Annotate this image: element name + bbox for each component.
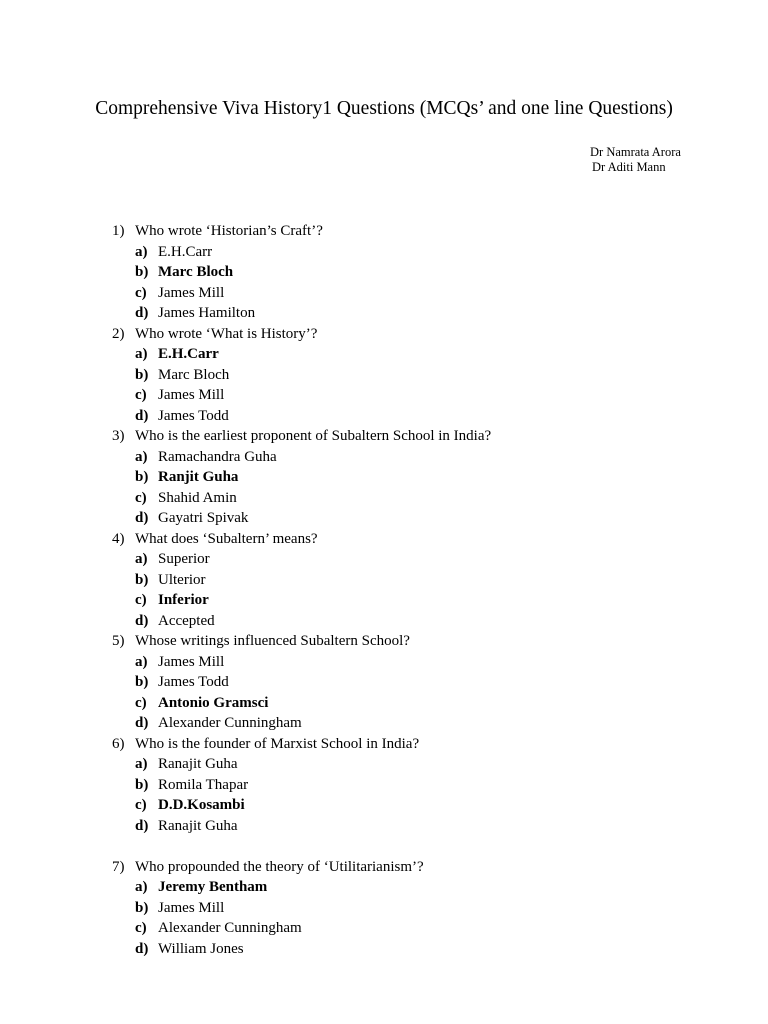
option-label: d) xyxy=(135,817,149,834)
correct-answer-text: Inferior xyxy=(158,592,209,608)
question-row xyxy=(0,857,768,878)
option-label: c) xyxy=(135,797,147,813)
answer-option xyxy=(0,816,768,837)
option-text: James Mill xyxy=(158,899,225,916)
question-item xyxy=(0,734,768,837)
question-item xyxy=(0,221,768,324)
option-text: James Mill xyxy=(158,284,225,301)
answer-option xyxy=(0,488,768,509)
answer-option xyxy=(0,570,768,591)
question-text: Whose writings influenced Subaltern School? xyxy=(135,633,410,649)
question-row xyxy=(0,324,768,345)
question-row xyxy=(0,631,768,652)
question-row xyxy=(0,529,768,550)
option-label: c) xyxy=(135,387,147,403)
question-text: Who is the earliest proponent of Subaltern School in India? xyxy=(135,428,492,444)
question-item xyxy=(0,426,768,529)
option-label: c) xyxy=(135,694,147,711)
option-label: a) xyxy=(135,653,148,670)
option-label: c) xyxy=(135,284,147,301)
option-label: b) xyxy=(135,571,149,588)
question-item xyxy=(0,631,768,734)
question-row xyxy=(0,734,768,755)
answer-option xyxy=(0,365,768,386)
question-number: 7) xyxy=(112,858,125,875)
answer-option xyxy=(0,262,768,283)
correct-answer-text: Antonio Gramsci xyxy=(158,694,269,711)
option-label: c) xyxy=(135,489,147,506)
option-label: b) xyxy=(135,776,149,793)
option-text: Romila Thapar xyxy=(158,776,249,793)
question-list xyxy=(0,221,768,959)
option-text: Alexander Cunningham xyxy=(158,920,302,936)
answer-option xyxy=(0,672,768,693)
question-text: Who propounded the theory of ‘Utilitarianism’? xyxy=(135,858,424,875)
option-text: Ranajit Guha xyxy=(158,817,238,834)
answer-option xyxy=(0,406,768,427)
answer-option xyxy=(0,918,768,939)
option-text: Superior xyxy=(158,551,210,567)
question-number: 5) xyxy=(112,633,125,649)
question-number: 1) xyxy=(112,223,125,239)
answer-option xyxy=(0,693,768,714)
answer-option xyxy=(0,775,768,796)
answer-option xyxy=(0,344,768,365)
answer-option xyxy=(0,283,768,304)
question-number: 3) xyxy=(112,428,125,444)
option-text: E.H.Carr xyxy=(158,243,213,260)
option-text: William Jones xyxy=(158,940,244,957)
option-text: Alexander Cunningham xyxy=(158,715,302,731)
question-row xyxy=(0,426,768,447)
option-label: a) xyxy=(135,346,148,362)
question-text: Who wrote ‘Historian’s Craft’? xyxy=(135,223,323,239)
option-text: Shahid Amin xyxy=(158,489,237,506)
option-text: James Todd xyxy=(158,407,229,424)
option-label: d) xyxy=(135,407,149,424)
option-label: d) xyxy=(135,940,149,957)
option-label: a) xyxy=(135,243,148,260)
answer-option xyxy=(0,795,768,816)
answer-option xyxy=(0,467,768,488)
question-item xyxy=(0,529,768,632)
author-block xyxy=(590,145,681,175)
question-item xyxy=(0,324,768,427)
option-label: b) xyxy=(135,899,149,916)
answer-option xyxy=(0,877,768,898)
answer-option xyxy=(0,549,768,570)
option-text: Gayatri Spivak xyxy=(158,510,249,526)
option-label: b) xyxy=(135,674,149,690)
answer-option xyxy=(0,242,768,263)
option-label: b) xyxy=(135,366,149,383)
option-label: c) xyxy=(135,592,147,608)
option-label: d) xyxy=(135,305,149,321)
question-text: What does ‘Subaltern’ means? xyxy=(135,530,318,547)
question-item xyxy=(0,857,768,960)
answer-option xyxy=(0,303,768,324)
document-title: Comprehensive Viva History1 Questions (MCQs’ and one line Questions) xyxy=(95,98,673,119)
correct-answer-text: Marc Bloch xyxy=(158,264,234,280)
question-number: 4) xyxy=(112,530,125,547)
question-row xyxy=(0,221,768,242)
answer-option xyxy=(0,447,768,468)
answer-option xyxy=(0,898,768,919)
option-label: a) xyxy=(135,879,148,895)
author-name: Dr Namrata Arora xyxy=(590,145,681,159)
option-label: b) xyxy=(135,469,149,485)
option-label: a) xyxy=(135,448,148,465)
option-text: Ulterior xyxy=(158,571,206,588)
answer-option xyxy=(0,713,768,734)
answer-option xyxy=(0,611,768,632)
question-text: Who is the founder of Marxist School in India? xyxy=(135,735,420,752)
option-text: Accepted xyxy=(158,612,215,629)
option-label: c) xyxy=(135,920,147,936)
option-text: James Hamilton xyxy=(158,305,256,321)
option-label: d) xyxy=(135,510,149,526)
option-text: James Mill xyxy=(158,387,225,403)
answer-option xyxy=(0,754,768,775)
option-label: a) xyxy=(135,551,148,567)
author-name: Dr Aditi Mann xyxy=(592,160,666,174)
option-label: a) xyxy=(135,756,148,772)
correct-answer-text: Jeremy Bentham xyxy=(158,879,268,895)
option-text: Marc Bloch xyxy=(158,366,230,383)
option-text: James Mill xyxy=(158,653,225,670)
question-number: 6) xyxy=(112,735,125,752)
correct-answer-text: D.D.Kosambi xyxy=(158,797,245,813)
question-number: 2) xyxy=(112,325,125,342)
question-text: Who wrote ‘What is History’? xyxy=(135,325,318,342)
option-label: b) xyxy=(135,264,149,280)
option-label: d) xyxy=(135,612,149,629)
option-label: d) xyxy=(135,715,149,731)
correct-answer-text: Ranjit Guha xyxy=(158,469,239,485)
option-text: Ranajit Guha xyxy=(158,756,238,772)
answer-option xyxy=(0,939,768,960)
option-text: Ramachandra Guha xyxy=(158,448,277,465)
answer-option xyxy=(0,652,768,673)
option-text: James Todd xyxy=(158,674,229,690)
answer-option xyxy=(0,508,768,529)
answer-option xyxy=(0,590,768,611)
answer-option xyxy=(0,385,768,406)
correct-answer-text: E.H.Carr xyxy=(158,346,219,362)
